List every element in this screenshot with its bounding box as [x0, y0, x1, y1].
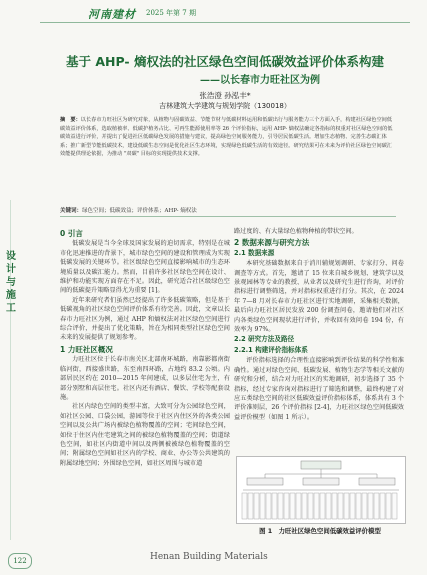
left-column	[60, 227, 230, 468]
figure-caption: 图 1 力旺社区绿色空间低碳效益评价模型	[259, 527, 381, 535]
section-side-label	[4, 250, 18, 315]
paragraph: 评价指标选择的合理性直接影响到评价结果的科学性和准确性。通过对绿色空间、低碳发展、植物生态学等相关文献的研究和分析，结合对力旺社区的实地调研，初步选择了 35 个指标，经过专家咨询对指标进行了筛选和调整，最终构建了对应五类绿色空间的社区低碳效益评价指标体系，体系共有 3 个评价准则层，26 个评价指标 [2-4]，力旺社区绿色空间低碳效益评价模型（如图 1 所示）。	[234, 357, 404, 421]
right-column	[234, 227, 404, 422]
side-char: 设	[6, 251, 16, 262]
abstract	[60, 116, 396, 159]
footer-journal-english: Henan Building Materials	[150, 552, 268, 562]
journal-name: 河南建材	[88, 8, 136, 21]
abstract-label: 摘 要：	[60, 117, 81, 123]
subsection-heading: 2.2 研究方法及路径	[234, 335, 295, 344]
section-heading: 0 引言	[60, 229, 83, 238]
paragraph: 本研究基础数据来自于消川辅规划调研、专家打分、问卷调查等方式。首先，邀请了 15 位来自城乡规划、建筑学以及景观园林等专业的教授、从业者以及研究生进行咨询，对评价指标进行调整筛选，并对指标权重进行打分。其次，在 2024 年 7—8 月对长春市力旺社区进行实地调研，采集相关数据，最后向力旺社区居民发放 200 份调查问卷，邀请他们对社区内各类绿色空间现状进行评价，并收回有效问卷 194 份，有效率为 97%。	[234, 260, 404, 334]
article-authors: 张浩澄 孙泓丰*	[199, 91, 251, 100]
figure-evaluation-model	[236, 456, 406, 524]
side-char: 工	[6, 303, 16, 314]
paragraph: 低碳发展是当今全球及国家发展的迫切需求，特别是在城市化迅速推进的背景下，城市绿色空间的建设和管理成为实现低碳发展的关键环节。社区级绿色空间直接影响城市的生态环境质量以及碳汇能力。然而，目前许多社区绿色空间在设计、维护和功能实现方面存在不足。因此，研究适合社区级绿色空间的低碳提升策略显得尤为重要 [1]。	[60, 240, 230, 295]
page-header	[0, 0, 427, 34]
side-char: 与	[6, 277, 16, 288]
section-heading: 2 数据来源与研究方法	[234, 238, 310, 248]
subsection-heading: 2.2.1 构建评价指标体系	[234, 345, 308, 354]
section-heading: 1 力旺社区概况	[60, 344, 113, 354]
paragraph: 力旺社区位于长春市南关区北部南环城路，南靠影都南街临河街，西接盛世路，东至南四环路，占地约 83.2 公顷。内部居民区约在 2010—2015 年间建成，以多层住宅为主，有部分别墅和高层住宅。社区内还有酒店、餐饮、学校等配套设施。	[60, 356, 230, 401]
keywords-text: 绿色空间；低碳效益；评价体系；AHP- 熵权法	[82, 208, 197, 214]
article-subtitle: ——以长春市力旺社区为例	[200, 75, 320, 86]
subsection-heading: 2.1 数据来源	[234, 248, 275, 257]
issue-number: 2025 年第 7 期	[146, 9, 196, 17]
paragraph: 近年来研究者们虽然已经提出了许多低碳策略，但是基于低碳视角的社区绿色空间评价体系有待完善。因此，文章以长春市力旺社区为例，通过 AHP 和熵权法对社区绿色空间进行综合评价，并提出了优化策略，旨在为相同类型社区绿色空间未来的发展提供了规划参考。	[60, 296, 230, 342]
article-title: 基于 AHP- 熵权法的社区绿色空间低碳效益评价体系构建	[66, 54, 384, 69]
header-rule	[40, 22, 410, 23]
abstract-text: 以长春市力旺社区为研究对象，从植物与固碳效益、节能节材与低碳材料运用和低碳出行与服务能力三个方面入手，构建社区绿色空间低碳效益评价体系，选取植被率、低碳护植务占比、可再生能源使用率等 26 个评价指标，运用 AHP- 熵权法确定各指标的权重对社区绿色空间的低碳效益进行评价，并提出了促进社区低碳绿色发展的措施与建议，提高绿色空间服务能力，引导居民低碳生活。增加生态植物、完善生态碳汇体系；推广新型节能低碳技术，建设低碳生态空间是优化社区生态环境，实现绿色低碳生活的有效途径。研究结果可在未来为评价社区绿色空间碳汇效能提供理论依据，为推动 "双碳" 目标的实现提供技术支撑。	[60, 117, 393, 158]
hierarchy-diagram	[237, 457, 405, 523]
paragraph: 路过度的、有大量绿色植物种植的带状空间。	[234, 228, 358, 235]
author-affiliation: 吉林建筑大学建筑与规划学院（130018）	[159, 102, 291, 110]
paragraph: 社区内绿色空间的类型丰富，大致可分为公园绿色空间，如社区公园、口袋公园，游园等位于社区内住区外的各类公园空间以及公共广场内被绿色植物覆盖的空间；宅间绿色空间，如位于住区内住宅建筑之间的被绿色植物覆盖的空间；街道绿色空间，如社区内街道中间以及两侧被被绿色植物覆盖的空间；附属绿色空间如社区内的学校、商业、办公等公共建筑的附属绿地空间；外围绿色空间，如社区周围与城市道	[60, 403, 230, 467]
side-char: 施	[6, 290, 16, 301]
keywords-label: 关键词：	[60, 208, 83, 214]
abstract-rule	[60, 216, 396, 217]
side-char: 计	[6, 264, 16, 275]
keywords	[60, 206, 396, 214]
page-number: 122	[8, 553, 32, 569]
